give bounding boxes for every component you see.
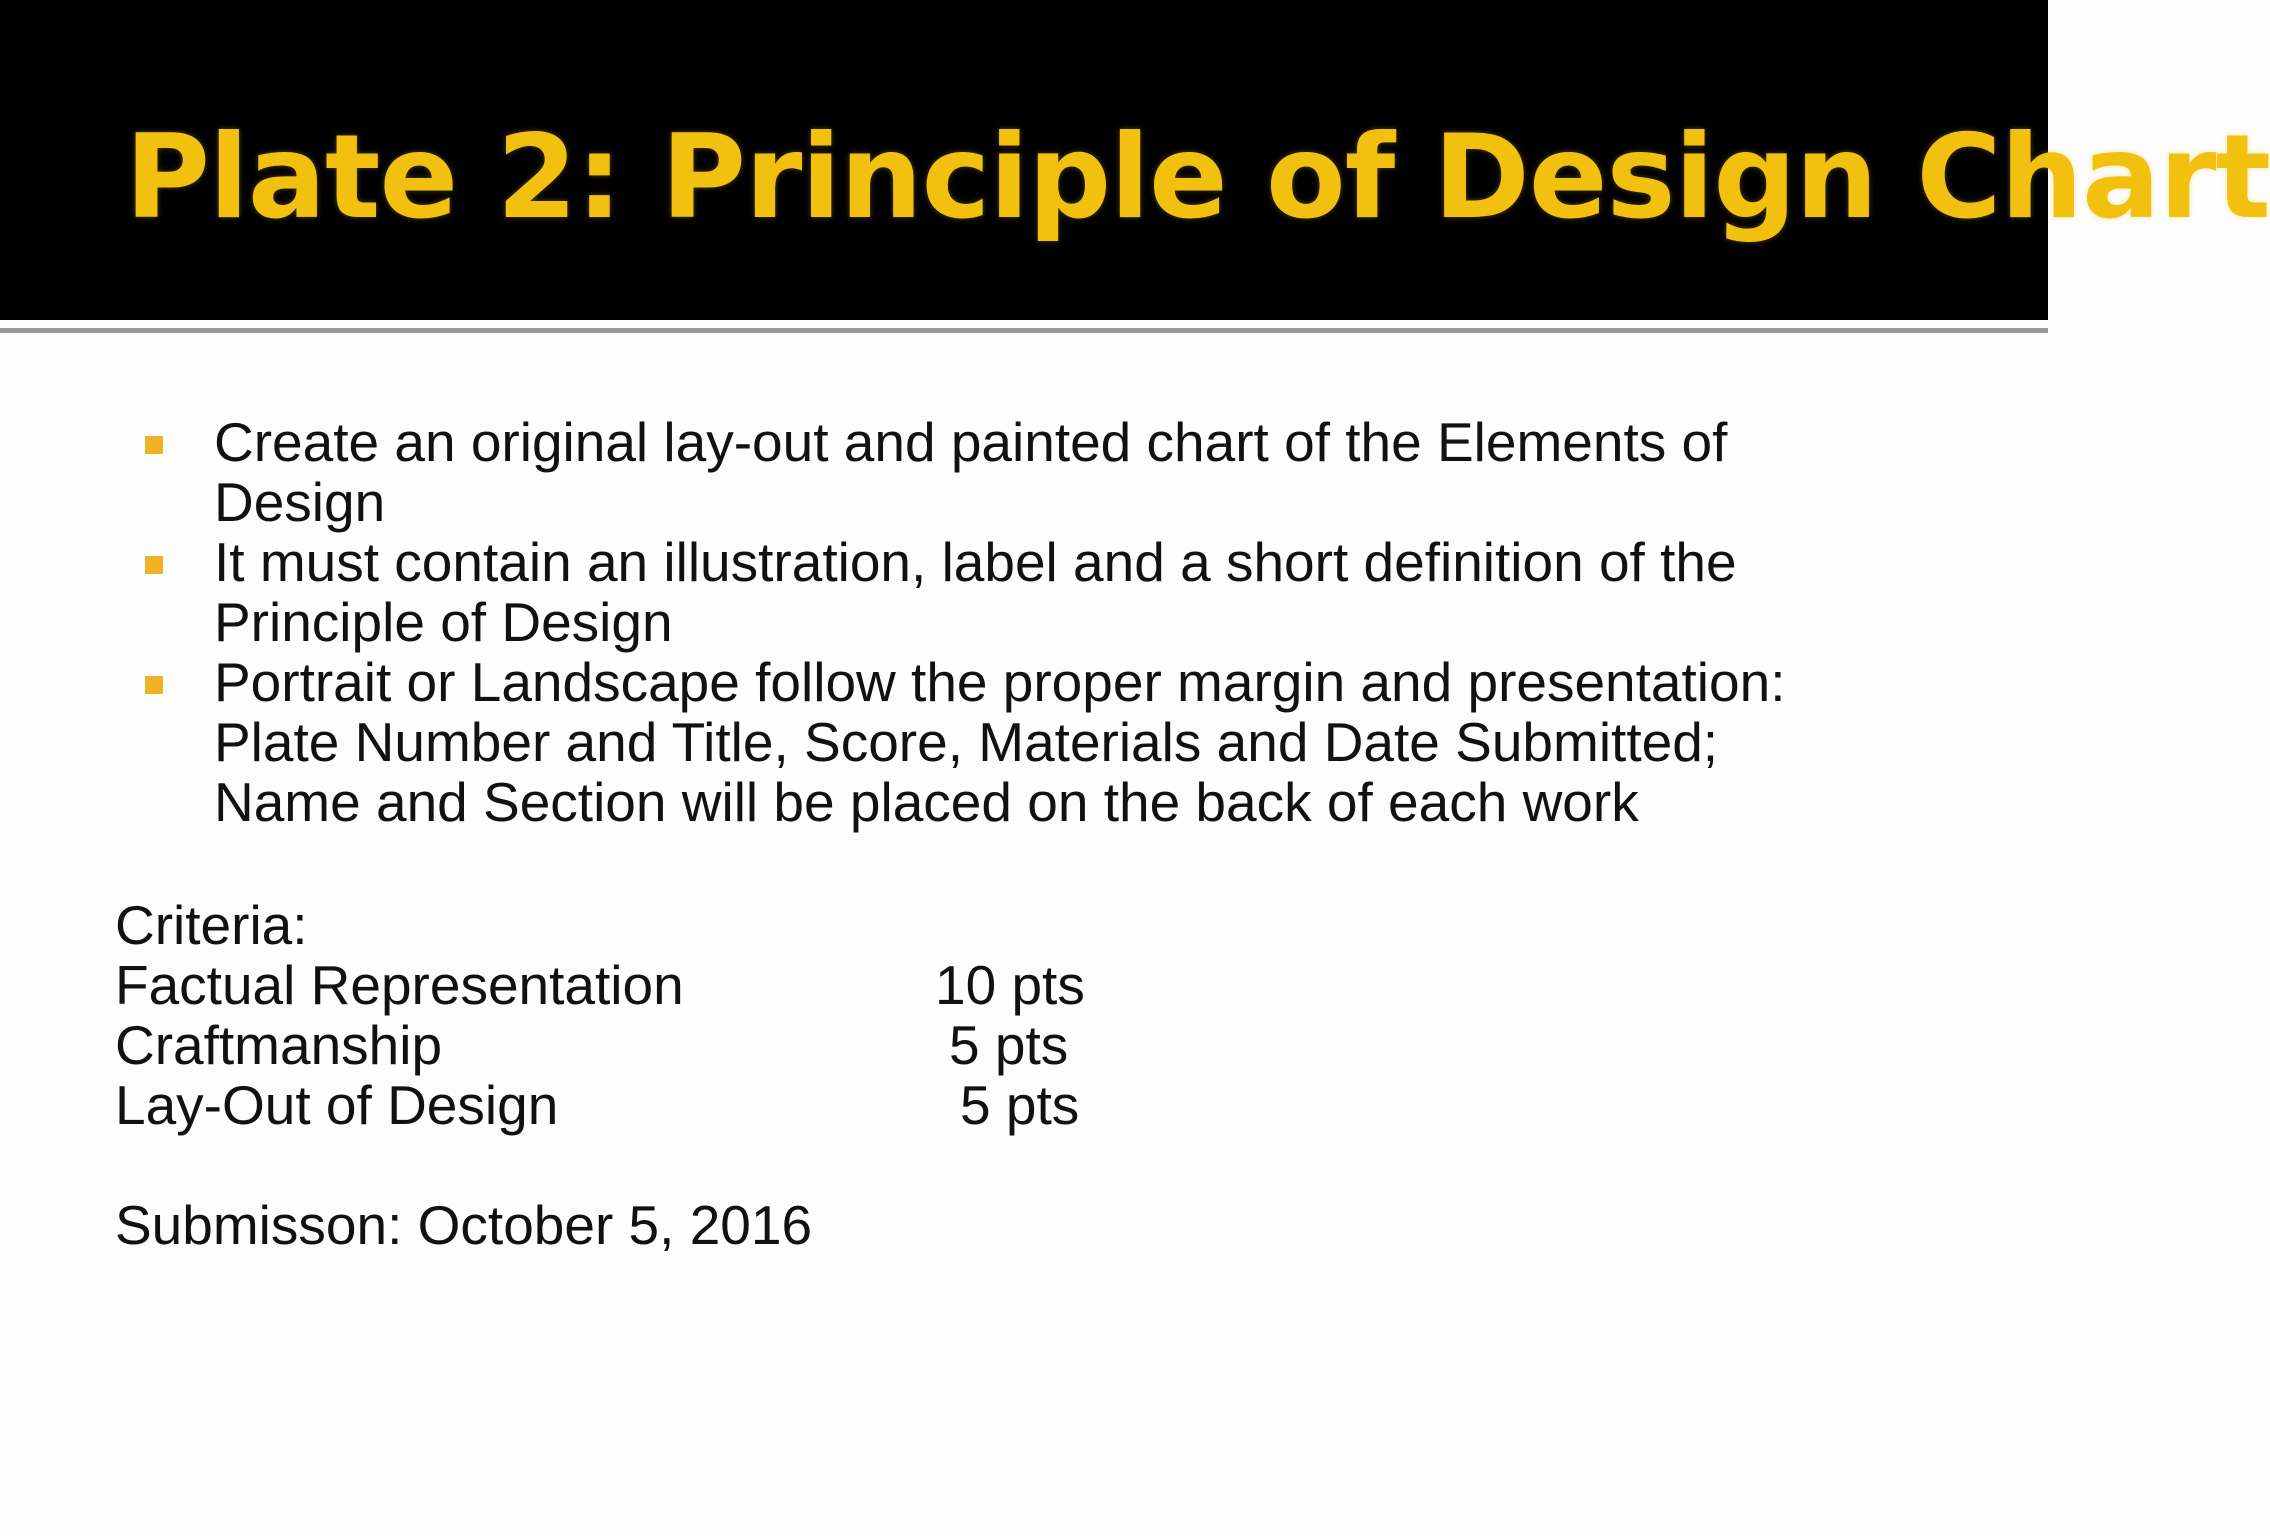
title-bar (0, 0, 2270, 320)
bullet-line: It must contain an illustration, label and a short definition of the (214, 531, 1737, 593)
bullet-line: Principle of Design (214, 591, 673, 653)
bullet-line: Design (214, 471, 386, 533)
bullet-item (145, 652, 2005, 832)
bullet-line: Plate Number and Title, Score, Materials and Date Submitted; (214, 711, 1719, 773)
criteria-heading: Criteria: (115, 894, 308, 956)
criteria-name: Factual Representation (115, 954, 684, 1016)
bullet-line: Portrait or Landscape follow the proper margin and presentation: (214, 651, 1786, 713)
title-divider (0, 328, 2048, 333)
bullet-list (145, 412, 2005, 832)
bullet-line: Name and Section will be placed on the back of each work (214, 771, 1639, 833)
square-bullet-icon (145, 436, 163, 454)
square-bullet-icon (145, 676, 163, 694)
submission-date: Submisson: October 5, 2016 (115, 1194, 813, 1256)
criteria-name: Craftmanship (115, 1014, 443, 1076)
criteria-section (115, 894, 1085, 1136)
bullet-item (145, 532, 2005, 652)
criteria-name: Lay-Out of Design (115, 1074, 559, 1136)
criteria-points: 5 pts (960, 1074, 1080, 1136)
criteria-row (115, 1074, 1080, 1136)
bullet-item (145, 412, 2005, 532)
square-bullet-icon (145, 556, 163, 574)
criteria-row (115, 1014, 1069, 1076)
criteria-row (115, 954, 1085, 1016)
bullet-line: Create an original lay-out and painted chart of the Elements of (214, 411, 1728, 473)
slide-title: Plate 2: Principle of Design Chart (125, 110, 2270, 245)
criteria-points: 10 pts (935, 954, 1085, 1016)
criteria-points: 5 pts (949, 1014, 1069, 1076)
